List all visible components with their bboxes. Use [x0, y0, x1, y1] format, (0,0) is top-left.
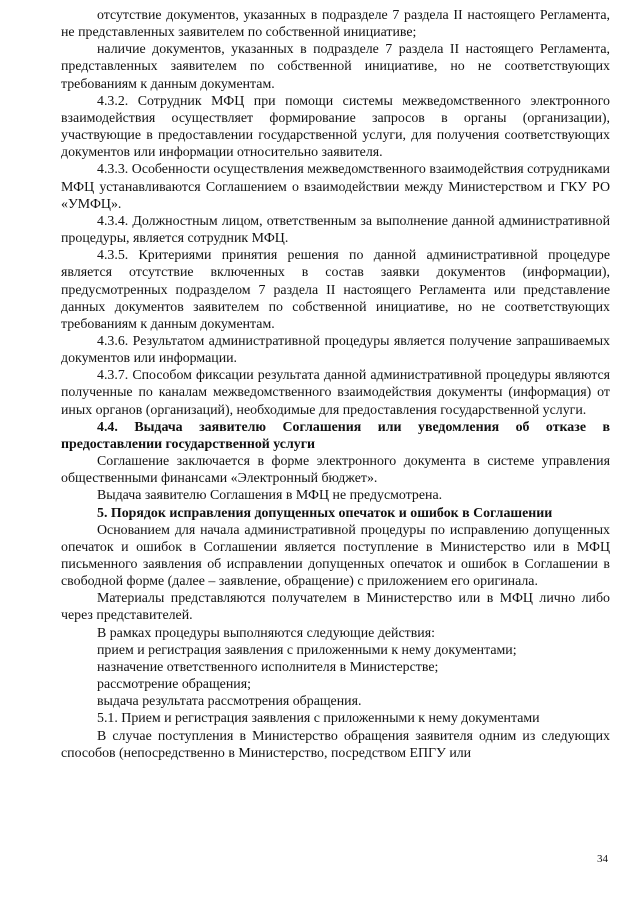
paragraph-actions-intro: В рамках процедуры выполняются следующие действия:: [97, 625, 435, 641]
paragraph-absence-of-documents: отсутствие документов, указанных в подразделе 7 раздела II настоящего Регламента, не представленных заявителем по собственной инициативе;: [61, 8, 610, 41]
paragraph-4-3-6: 4.3.6. Результатом административной процедуры является получение запрашиваемых документов или информации.: [61, 333, 610, 367]
paragraph-basis-for-procedure: Основанием для начала административной процедуры по исправлению допущенных опечаток и ошибок в Соглашении является поступление в Министерство или в МФЦ письменного заявления об исправлении допущенных опечаток и ошибок в Соглашении в свободной форме (далее – заявление, обращение) с приложением его оригинала.: [61, 522, 610, 590]
list-item-assignment: назначение ответственного исполнителя в Министерстве;: [97, 659, 439, 675]
list-item-result: выдача результата рассмотрения обращения.: [97, 694, 362, 710]
paragraph-presence-of-documents: наличие документов, указанных в подразделе 7 раздела II настоящего Регламента, представленных заявителем по собственной инициативе, но не соответствующих требованиям к данным документам.: [61, 42, 610, 92]
page-number: 34: [597, 853, 608, 865]
list-item-reception: прием и регистрация заявления с приложенными к нему документами;: [97, 642, 517, 658]
document-page: [61, 0, 610, 762]
paragraph-5-1: 5.1. Прием и регистрация заявления с приложенными к нему документами: [97, 711, 540, 727]
paragraph-agreement-electronic: Соглашение заключается в форме электронного документа в системе управления общественными финансами «Электронный бюджет».: [61, 454, 610, 487]
paragraph-materials-submission: Материалы представляются получателем в Министерство или в МФЦ лично либо через представителей.: [61, 591, 610, 624]
paragraph-4-3-3: 4.3.3. Особенности осуществления межведомственного взаимодействия сотрудниками МФЦ устанавливаются Соглашением о взаимодействии между Министерством и ГКУ РО «УМФЦ».: [61, 162, 610, 212]
list-item-review: рассмотрение обращения;: [97, 677, 251, 693]
section-heading-5: 5. Порядок исправления допущенных опечаток и ошибок в Соглашении: [97, 505, 553, 521]
section-heading-4-4: 4.4. Выдача заявителю Соглашения или уведомления об отказе в предоставлении государственной услуги: [61, 419, 610, 452]
paragraph-4-3-4: 4.3.4. Должностным лицом, ответственным за выполнение данной административной процедуры, является сотрудник МФЦ.: [61, 213, 610, 247]
paragraph-4-3-7: 4.3.7. Способом фиксации результата данной административной процедуры являются полученные по каналам межведомственного взаимодействия документы (информация) от иных органов (организаций), необходимые для предоставления государственной услуги.: [61, 368, 610, 418]
paragraph-receipt-cases: В случае поступления в Министерство обращения заявителя одним из следующих способов (непосредственно в Министерство, посредством ЕПГУ или: [61, 728, 610, 761]
paragraph-4-3-2: 4.3.2. Сотрудник МФЦ при помощи системы межведомственного электронного взаимодействия осуществляет формирование запросов в органы (организации), участвующие в предоставлении государственной услуги, для получения соответствующих документов или информации относительно заявителя.: [61, 93, 610, 161]
paragraph-no-mfc-issue: Выдача заявителю Соглашения в МФЦ не предусмотрена.: [97, 488, 443, 504]
paragraph-4-3-5: 4.3.5. Критериями принятия решения по данной административной процедуре является отсутствие включенных в состав заявки документов (информации), предусмотренных подразделом 7 раздела II настоящего Регламента или представление данных документов заявителем по собственной инициативе, но не соответствующих требованиям к данным документам.: [61, 248, 610, 332]
